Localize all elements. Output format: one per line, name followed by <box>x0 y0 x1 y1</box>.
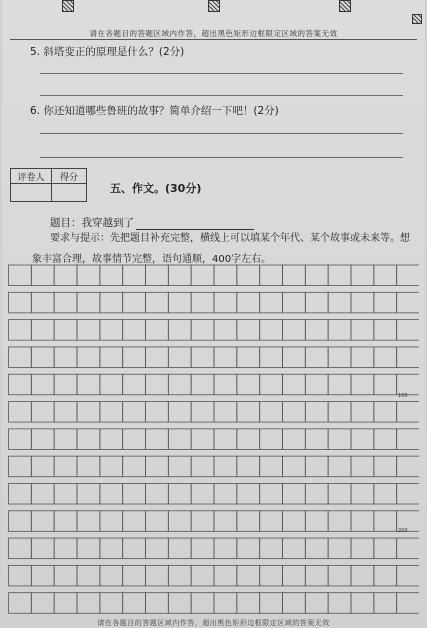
grid-cell[interactable] <box>237 483 260 504</box>
grid-cell[interactable] <box>237 565 260 586</box>
grid-cell[interactable] <box>77 538 100 559</box>
grid-cell[interactable] <box>191 265 214 286</box>
score-box <box>10 168 87 202</box>
grid-cell[interactable] <box>191 347 214 368</box>
grid-cell[interactable] <box>77 374 100 395</box>
grid-cell[interactable] <box>77 593 100 614</box>
grid-cell[interactable] <box>54 402 77 423</box>
grid-cell[interactable] <box>77 456 100 477</box>
grid-cell[interactable] <box>260 320 283 341</box>
grid-cell[interactable] <box>146 429 169 450</box>
grid-cell[interactable] <box>237 265 260 286</box>
grid-cell[interactable] <box>123 374 146 395</box>
grid-cell[interactable] <box>283 483 306 504</box>
answer-sheet <box>2 0 425 627</box>
grid-cell[interactable] <box>168 347 191 368</box>
grid-cell[interactable] <box>397 320 419 341</box>
grid-cell[interactable] <box>305 565 328 586</box>
grid-cell[interactable] <box>77 265 100 286</box>
grid-cell[interactable] <box>305 511 328 532</box>
grid-cell[interactable] <box>100 429 123 450</box>
grid-cell[interactable] <box>237 538 260 559</box>
grid-cell[interactable] <box>214 347 237 368</box>
grid-cell[interactable] <box>191 429 214 450</box>
grid-cell[interactable] <box>77 511 100 532</box>
grid-cell[interactable] <box>328 292 351 313</box>
grid-cell[interactable] <box>31 374 54 395</box>
grid-cell[interactable] <box>100 456 123 477</box>
grid-cell[interactable] <box>77 347 100 368</box>
grid-cell[interactable] <box>77 429 100 450</box>
grid-cell[interactable] <box>123 429 146 450</box>
grid-cell[interactable] <box>328 483 351 504</box>
grid-cell[interactable] <box>9 347 32 368</box>
grid-cell[interactable] <box>237 320 260 341</box>
grid-cell[interactable] <box>328 593 351 614</box>
grid-cell[interactable] <box>191 511 214 532</box>
grid-cell[interactable] <box>123 483 146 504</box>
registration-mark-corner <box>412 14 422 24</box>
grid-cell[interactable] <box>351 374 374 395</box>
grid-cell[interactable] <box>328 320 351 341</box>
grid-cell[interactable] <box>397 374 419 395</box>
grid-cell[interactable] <box>351 320 374 341</box>
grid-cell[interactable] <box>123 402 146 423</box>
grid-cell[interactable] <box>214 429 237 450</box>
grid-cell[interactable] <box>283 374 306 395</box>
grid-cell[interactable] <box>168 402 191 423</box>
grid-cell[interactable] <box>328 538 351 559</box>
registration-mark-right <box>339 0 351 12</box>
grid-cell[interactable] <box>123 265 146 286</box>
grid-cell[interactable] <box>54 292 77 313</box>
grid-cell[interactable] <box>54 511 77 532</box>
header-notice: 请在各题目的答题区域内作答，超出黑色矩形边框限定区域的答案无效 <box>89 29 338 38</box>
grid-cell[interactable] <box>283 320 306 341</box>
grid-cell[interactable] <box>123 456 146 477</box>
grid-cell[interactable] <box>214 402 237 423</box>
grid-cell[interactable] <box>374 374 397 395</box>
grid-cell[interactable] <box>328 456 351 477</box>
question-6-number: 6. <box>30 105 41 117</box>
grid-cell[interactable] <box>305 320 328 341</box>
grid-cell[interactable] <box>191 374 214 395</box>
grid-cell[interactable] <box>146 320 169 341</box>
answer-line-6b[interactable] <box>40 157 403 158</box>
grader-cell[interactable] <box>11 184 52 202</box>
grid-cell[interactable] <box>31 565 54 586</box>
grid-cell[interactable] <box>305 593 328 614</box>
grid-cell[interactable] <box>146 347 169 368</box>
grid-cell[interactable] <box>328 429 351 450</box>
grid-cell[interactable] <box>374 483 397 504</box>
grid-cell[interactable] <box>9 292 32 313</box>
grid-cell[interactable] <box>214 593 237 614</box>
grid-cell[interactable] <box>305 483 328 504</box>
grid-cell[interactable] <box>191 456 214 477</box>
grid-cell[interactable] <box>191 538 214 559</box>
grid-cell[interactable] <box>168 265 191 286</box>
grid-cell[interactable] <box>260 593 283 614</box>
grid-cell[interactable] <box>54 565 77 586</box>
grid-cell[interactable] <box>260 429 283 450</box>
grid-cell[interactable] <box>260 456 283 477</box>
grid-cell[interactable] <box>397 456 419 477</box>
count-marker-200: 200 <box>398 528 408 534</box>
grid-cell[interactable] <box>31 292 54 313</box>
grid-cell[interactable] <box>31 456 54 477</box>
grid-cell[interactable] <box>283 429 306 450</box>
grid-cell[interactable] <box>351 347 374 368</box>
grid-cell[interactable] <box>9 429 32 450</box>
grid-cell[interactable] <box>305 292 328 313</box>
grid-cell[interactable] <box>9 374 32 395</box>
grid-cell[interactable] <box>168 456 191 477</box>
grid-cell[interactable] <box>168 292 191 313</box>
grid-cell[interactable] <box>31 429 54 450</box>
grid-cell[interactable] <box>351 565 374 586</box>
grid-cell[interactable] <box>214 483 237 504</box>
grid-cell[interactable] <box>54 320 77 341</box>
grid-cell[interactable] <box>374 456 397 477</box>
grid-cell[interactable] <box>283 402 306 423</box>
grid-cell[interactable] <box>260 483 283 504</box>
grid-cell[interactable] <box>100 402 123 423</box>
grid-cell[interactable] <box>283 265 306 286</box>
grid-cell[interactable] <box>146 265 169 286</box>
grid-cell[interactable] <box>214 265 237 286</box>
grid-cell[interactable] <box>168 483 191 504</box>
grid-cell[interactable] <box>123 593 146 614</box>
grid-cell[interactable] <box>237 402 260 423</box>
grid-cell[interactable] <box>351 511 374 532</box>
grid-cell[interactable] <box>305 374 328 395</box>
question-5 <box>30 44 184 59</box>
grid-cell[interactable] <box>260 402 283 423</box>
grid-cell[interactable] <box>237 511 260 532</box>
grid-cell[interactable] <box>77 483 100 504</box>
registration-mark-left <box>62 0 74 12</box>
footer-notice: 请在各题目的答题区域内作答，超出黑色矩形边框限定区域的答案无效 <box>97 619 330 627</box>
grid-cell[interactable] <box>123 511 146 532</box>
grid-cell[interactable] <box>31 320 54 341</box>
grid-cell[interactable] <box>260 265 283 286</box>
grid-cell[interactable] <box>31 347 54 368</box>
grid-cell[interactable] <box>54 538 77 559</box>
grid-cell[interactable] <box>77 292 100 313</box>
grid-cell[interactable] <box>305 538 328 559</box>
grid-cell[interactable] <box>374 347 397 368</box>
grid-cell[interactable] <box>351 265 374 286</box>
grid-cell[interactable] <box>283 538 306 559</box>
grid-cell[interactable] <box>54 483 77 504</box>
grid-cell[interactable] <box>191 565 214 586</box>
grid-cell[interactable] <box>351 483 374 504</box>
grid-cell[interactable] <box>351 456 374 477</box>
grid-cell[interactable] <box>100 292 123 313</box>
grid-cell[interactable] <box>54 456 77 477</box>
grid-cell[interactable] <box>397 347 419 368</box>
grid-cell[interactable] <box>305 429 328 450</box>
grid-cell[interactable] <box>397 565 419 586</box>
grid-cell[interactable] <box>191 593 214 614</box>
question-6-text: 你还知道哪些鲁班的故事？简单介绍一下吧！(2分) <box>43 105 279 117</box>
grid-cell[interactable] <box>146 593 169 614</box>
grid-cell[interactable] <box>31 538 54 559</box>
grid-cell[interactable] <box>260 538 283 559</box>
grid-cell[interactable] <box>9 265 32 286</box>
grid-cell[interactable] <box>283 565 306 586</box>
grid-cell[interactable] <box>283 347 306 368</box>
grid-cell[interactable] <box>31 402 54 423</box>
grid-cell[interactable] <box>305 402 328 423</box>
grid-cell[interactable] <box>305 265 328 286</box>
grid-cell[interactable] <box>397 429 419 450</box>
essay-requirements: 要求与提示：先把题目补充完整，横线上可以填某个年代、某个故事或未来等。想象丰富合理，故事情节完整，语句通顺，400字左右。 <box>32 233 410 265</box>
grid-cell[interactable] <box>237 374 260 395</box>
grid-cell[interactable] <box>168 565 191 586</box>
grid-cell[interactable] <box>146 565 169 586</box>
grid-cell[interactable] <box>100 565 123 586</box>
grid-cell[interactable] <box>31 265 54 286</box>
writing-grid[interactable] <box>8 262 419 617</box>
grid-cell[interactable] <box>397 483 419 504</box>
grid-cell[interactable] <box>374 538 397 559</box>
grid-cell[interactable] <box>54 429 77 450</box>
grid-cell[interactable] <box>168 511 191 532</box>
question-5-number: 5. <box>30 46 41 58</box>
grid-cell[interactable] <box>214 374 237 395</box>
grid-cell[interactable] <box>168 593 191 614</box>
grid-cell[interactable] <box>260 565 283 586</box>
grid-cell[interactable] <box>283 456 306 477</box>
grid-cell[interactable] <box>397 265 419 286</box>
grid-cell[interactable] <box>123 565 146 586</box>
grid-cell[interactable] <box>351 402 374 423</box>
grid-cell[interactable] <box>100 374 123 395</box>
grid-cell[interactable] <box>9 402 32 423</box>
grid-cell[interactable] <box>397 538 419 559</box>
grid-cell[interactable] <box>351 429 374 450</box>
grid-cell[interactable] <box>374 402 397 423</box>
grid-cell[interactable] <box>237 456 260 477</box>
grid-cell[interactable] <box>9 511 32 532</box>
section-title: 五、作文。(30分) <box>110 182 202 195</box>
grid-cell[interactable] <box>146 456 169 477</box>
grid-cell[interactable] <box>214 538 237 559</box>
grid-cell[interactable] <box>9 320 32 341</box>
grid-cell[interactable] <box>305 456 328 477</box>
grid-cell[interactable] <box>237 347 260 368</box>
grid-cell[interactable] <box>168 374 191 395</box>
grid-cell[interactable] <box>123 538 146 559</box>
grid-cell[interactable] <box>146 483 169 504</box>
count-marker-100: 100 <box>398 393 408 399</box>
grid-cell[interactable] <box>397 593 419 614</box>
grid-cell[interactable] <box>168 320 191 341</box>
grid-cell[interactable] <box>351 292 374 313</box>
grid-cell[interactable] <box>260 511 283 532</box>
grid-cell[interactable] <box>100 320 123 341</box>
grid-cell[interactable] <box>260 374 283 395</box>
grid-cell[interactable] <box>374 320 397 341</box>
grid-cell[interactable] <box>123 292 146 313</box>
grid-cell[interactable] <box>168 538 191 559</box>
grid-cell[interactable] <box>100 593 123 614</box>
grid-cell[interactable] <box>328 374 351 395</box>
grid-cell[interactable] <box>374 565 397 586</box>
score-cell[interactable] <box>52 184 87 202</box>
grid-cell[interactable] <box>31 593 54 614</box>
grid-cell[interactable] <box>54 593 77 614</box>
grid-cell[interactable] <box>328 265 351 286</box>
grid-cell[interactable] <box>260 347 283 368</box>
grid-cell[interactable] <box>191 402 214 423</box>
grid-cell[interactable] <box>397 402 419 423</box>
question-6 <box>30 103 279 118</box>
grid-cell[interactable] <box>305 347 328 368</box>
grid-cell[interactable] <box>9 565 32 586</box>
grid-cell[interactable] <box>237 429 260 450</box>
grid-cell[interactable] <box>374 292 397 313</box>
grid-cell[interactable] <box>397 292 419 313</box>
grid-cell[interactable] <box>237 593 260 614</box>
grid-cell[interactable] <box>374 265 397 286</box>
grid-cell[interactable] <box>77 402 100 423</box>
score-label: 得分 <box>52 169 87 184</box>
registration-mark-center <box>208 0 220 12</box>
grid-cell[interactable] <box>283 511 306 532</box>
grid-cell[interactable] <box>146 538 169 559</box>
grid-cell[interactable] <box>54 265 77 286</box>
grid-cell[interactable] <box>283 292 306 313</box>
grid-cell[interactable] <box>283 593 306 614</box>
grader-label: 评卷人 <box>11 169 52 184</box>
grid-cell[interactable] <box>328 511 351 532</box>
essay-topic-label: 题目：我穿越到了 <box>50 217 134 229</box>
grid-cell[interactable] <box>237 292 260 313</box>
grid-cell[interactable] <box>146 292 169 313</box>
grid-cell[interactable] <box>328 402 351 423</box>
grid-cell[interactable] <box>191 320 214 341</box>
grid-cell[interactable] <box>214 565 237 586</box>
grid-cell[interactable] <box>9 538 32 559</box>
grid-cell[interactable] <box>123 320 146 341</box>
grid-cell[interactable] <box>214 456 237 477</box>
grid-cell[interactable] <box>54 374 77 395</box>
grid-cell[interactable] <box>77 565 100 586</box>
grid-cell[interactable] <box>123 347 146 368</box>
grid-cell[interactable] <box>77 320 100 341</box>
answer-line-5a[interactable] <box>40 73 403 74</box>
grid-cell[interactable] <box>31 511 54 532</box>
grid-cell[interactable] <box>191 483 214 504</box>
grid-cell[interactable] <box>168 429 191 450</box>
grid-cell[interactable] <box>9 593 32 614</box>
grid-cell[interactable] <box>146 402 169 423</box>
grid-cell[interactable] <box>31 483 54 504</box>
grid-cell[interactable] <box>54 347 77 368</box>
grid-cell[interactable] <box>214 320 237 341</box>
grid-cell[interactable] <box>100 511 123 532</box>
grid-cell[interactable] <box>351 593 374 614</box>
grid-cell[interactable] <box>374 593 397 614</box>
grid-cell[interactable] <box>100 483 123 504</box>
answer-line-6a[interactable] <box>40 133 403 134</box>
grid-cell[interactable] <box>146 374 169 395</box>
grid-cell[interactable] <box>328 347 351 368</box>
answer-line-5b[interactable] <box>40 95 403 96</box>
grid-cell[interactable] <box>328 565 351 586</box>
grid-cell[interactable] <box>100 347 123 368</box>
writing-grid-svg <box>8 262 419 617</box>
grid-cell[interactable] <box>100 265 123 286</box>
grid-cell[interactable] <box>191 292 214 313</box>
question-5-text: 斜塔变正的原理是什么？(2分) <box>43 46 185 58</box>
grid-cell[interactable] <box>351 538 374 559</box>
grid-cell[interactable] <box>214 292 237 313</box>
grid-cell[interactable] <box>374 511 397 532</box>
grid-cell[interactable] <box>260 292 283 313</box>
grid-cell[interactable] <box>9 483 32 504</box>
grid-cell[interactable] <box>9 456 32 477</box>
grid-cell[interactable] <box>146 511 169 532</box>
grid-cell[interactable] <box>374 429 397 450</box>
header-divider <box>10 39 417 40</box>
grid-cell[interactable] <box>214 511 237 532</box>
grid-cell[interactable] <box>100 538 123 559</box>
